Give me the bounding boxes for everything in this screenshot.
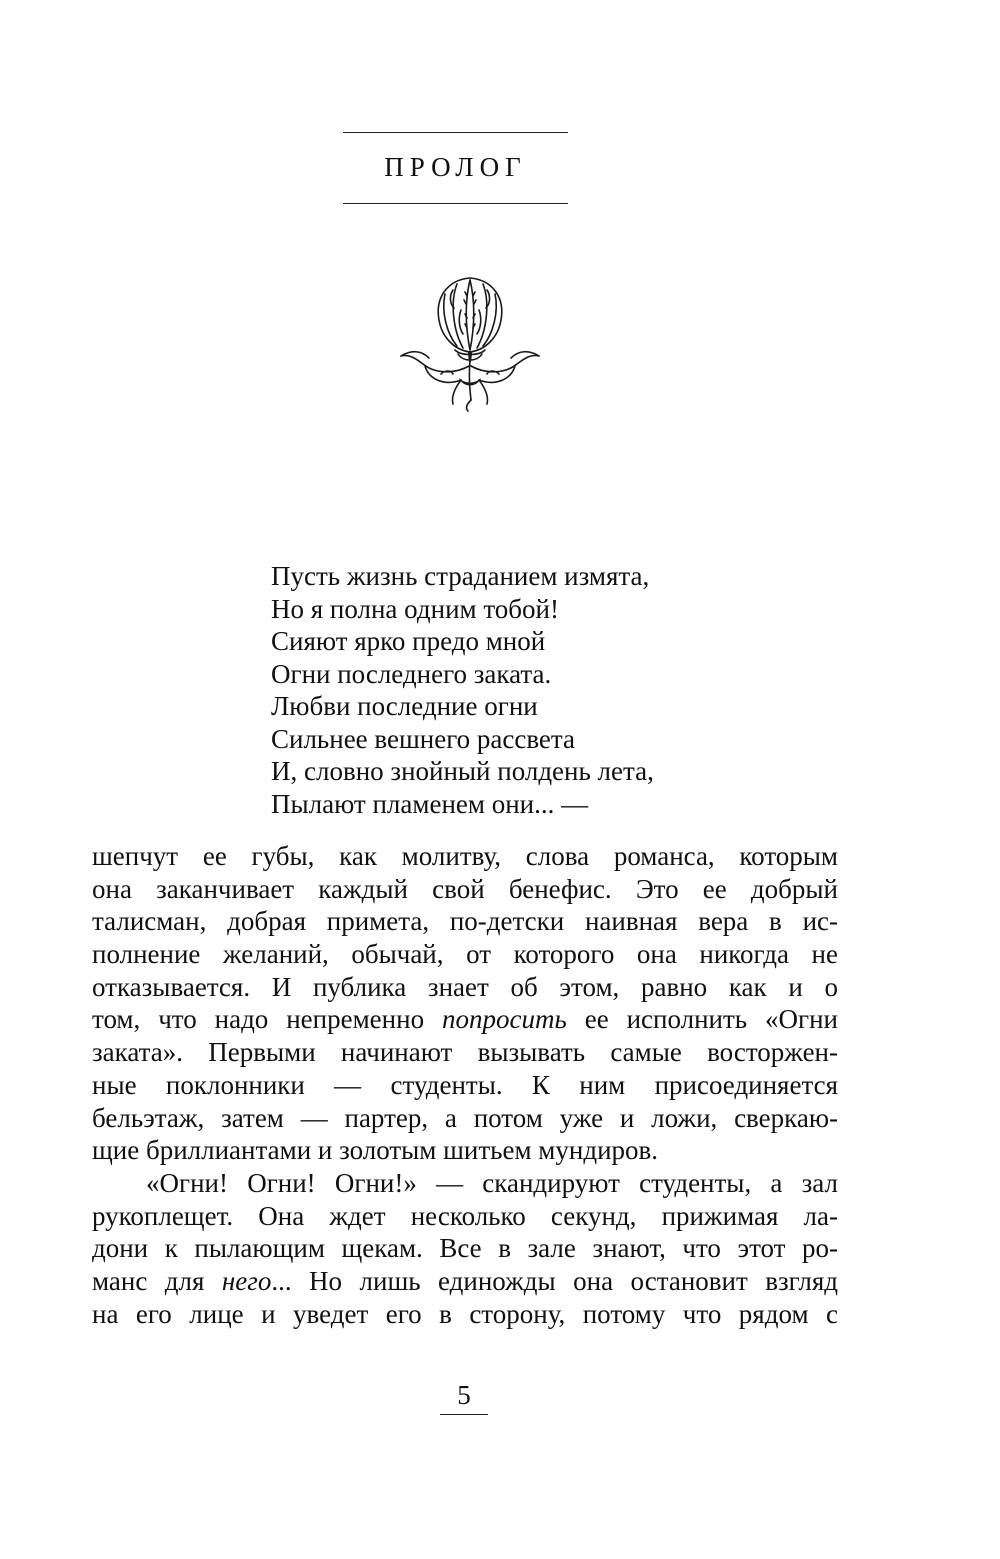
poem-epigraph <box>271 560 871 820</box>
chapter-title: ПРОЛОГ <box>384 152 527 182</box>
prose-text: манс для <box>92 1265 222 1296</box>
poem-line: Пылают пламенем они... — <box>271 788 589 819</box>
prose-line: дони к пылающим щекам. Все в зале знают, что этот ро- <box>92 1233 838 1264</box>
prose-line <box>92 1003 838 1036</box>
prose-text: ... Но лишь единожды она остановит взгляд <box>271 1265 838 1296</box>
poem-line: Сильнее вешнего рассвета <box>271 723 576 754</box>
poem-line: Но я полна одним тобой! <box>271 593 559 624</box>
chapter-rule-bottom <box>343 203 568 204</box>
prose-line <box>92 1265 838 1298</box>
chapter-rule-top <box>343 132 568 133</box>
page-number-rule <box>440 1414 488 1415</box>
prose-emphasis: попросить <box>442 1004 567 1035</box>
prose-line: она заканчивает каждый свой бенефис. Это ее добрый <box>92 873 838 904</box>
prose-line: бельэтаж, затем — партер, а потом уже и ложи, сверкаю- <box>92 1102 838 1133</box>
page-number: 5 <box>457 1380 471 1410</box>
prose-line: «Огни! Огни! Огни!» — скандируют студенты, а зал <box>146 1167 838 1198</box>
prose-text: том, что надо непременно <box>92 1004 442 1035</box>
prose-emphasis: него <box>221 1265 272 1296</box>
poem-line: Огни последнего заката. <box>271 658 552 689</box>
prose-line: талисман, добрая примета, по-детски наивная вера в ис- <box>92 906 838 937</box>
prose-line: шепчут ее губы, как молитву, слова романса, которым <box>92 841 838 871</box>
prose-body <box>92 840 838 1330</box>
prose-line: заката». Первыми начинают вызывать самые восторжен- <box>92 1037 838 1068</box>
prose-line: ные поклонники — студенты. К ним присоединяется <box>92 1069 838 1100</box>
prose-line: рукоплещет. Она ждет несколько секунд, прижимая ла- <box>92 1200 838 1231</box>
poem-line: Сияют ярко предо мной <box>271 626 546 656</box>
prose-text: ее исполнить «Огни <box>566 1004 839 1035</box>
poem-line: Пусть жизнь страданием измята, <box>271 561 650 591</box>
prose-line: полнение желаний, обычай, от которого она никогда не <box>92 939 838 970</box>
poem-line: И, словно знойный полдень лета, <box>271 756 654 786</box>
prose-line: отказывается. И публика знает об этом, равно как и о <box>92 971 838 1002</box>
flower-ornament-icon <box>395 270 545 415</box>
poem-line: Любви последние огни <box>271 691 538 721</box>
prose-line: на его лице и уведет его в сторону, потому что рядом с <box>92 1298 838 1329</box>
prose-line: щие бриллиантами и золотым шитьем мундиров. <box>92 1135 659 1166</box>
